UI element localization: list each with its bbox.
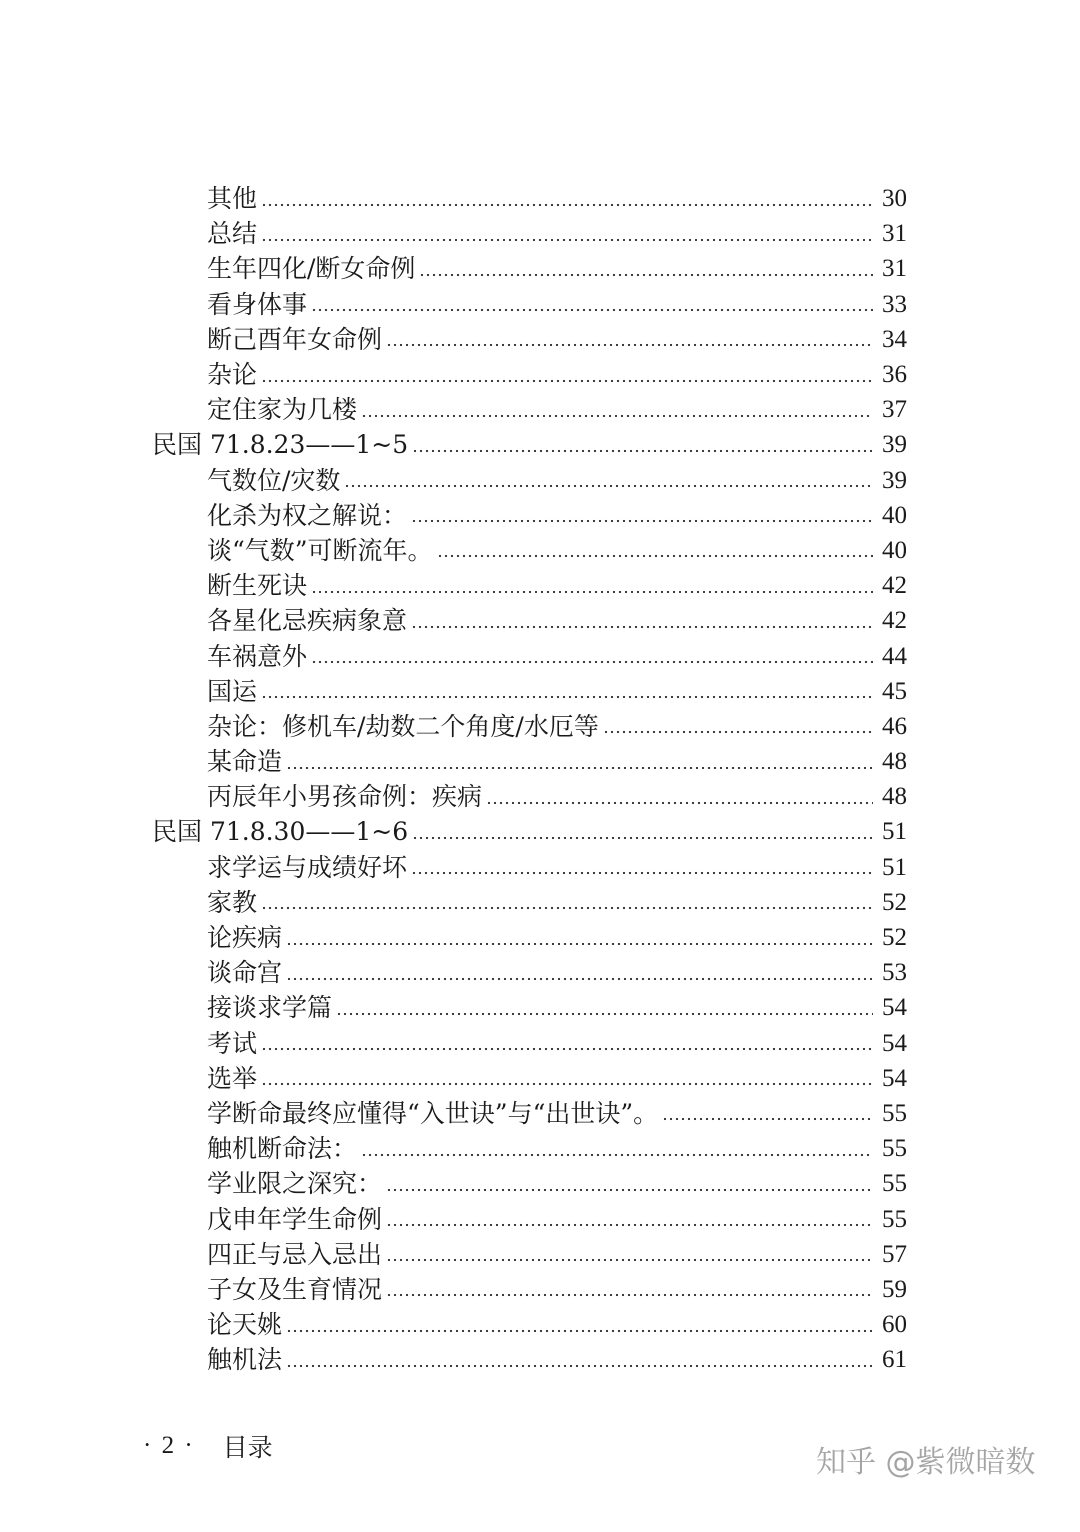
toc-entry-title: 戊申年学生命例 bbox=[207, 1204, 383, 1234]
page-number: · 2 · bbox=[143, 1432, 195, 1459]
toc-entry bbox=[0, 1026, 1080, 1061]
toc-entry-title: 化杀为权之解说： bbox=[207, 500, 408, 530]
toc-entry-page-number: 52 bbox=[882, 924, 907, 952]
toc-entry-page-number: 61 bbox=[882, 1346, 907, 1374]
toc-entry bbox=[0, 638, 1080, 673]
toc-entry-page-number: 40 bbox=[882, 536, 907, 564]
toc-entry-title: 家教 bbox=[207, 887, 258, 917]
toc-entry-title: 生年四化/断女命例 bbox=[207, 254, 416, 284]
dot-leader bbox=[261, 1079, 873, 1089]
toc-entry bbox=[0, 1061, 1080, 1096]
toc-entry bbox=[0, 744, 1080, 779]
toc-entry-title: 断生死诀 bbox=[207, 571, 308, 601]
dot-leader bbox=[361, 411, 873, 421]
dot-leader bbox=[311, 657, 873, 667]
toc-entry-page-number: 37 bbox=[882, 396, 907, 424]
toc-entry bbox=[0, 1237, 1080, 1272]
dot-leader bbox=[311, 587, 873, 597]
toc-entry-title: 各星化忌疾病象意 bbox=[207, 606, 408, 636]
toc-entry-title: 民国 71.8.23——1~5 bbox=[152, 430, 409, 460]
toc-entry bbox=[0, 463, 1080, 498]
toc-entry-title: 学业限之深究： bbox=[207, 1169, 383, 1199]
toc-entry-title: 触机断命法： bbox=[207, 1134, 358, 1164]
toc-entry-page-number: 55 bbox=[882, 1099, 907, 1127]
toc-entry-page-number: 54 bbox=[882, 1029, 907, 1057]
toc-entry bbox=[0, 533, 1080, 568]
toc-entry bbox=[0, 1096, 1080, 1131]
dot-leader bbox=[286, 939, 873, 949]
dot-leader bbox=[386, 1255, 873, 1265]
toc-entry-page-number: 55 bbox=[882, 1170, 907, 1198]
dot-leader bbox=[361, 1150, 873, 1160]
toc-entry bbox=[0, 674, 1080, 709]
toc-entry bbox=[0, 181, 1080, 216]
toc-entry bbox=[0, 990, 1080, 1025]
toc-entry-title: 杂论：修机车/劫数二个角度/水厄等 bbox=[207, 711, 599, 741]
toc-entry-page-number: 44 bbox=[882, 642, 907, 670]
toc-entry-page-number: 51 bbox=[882, 853, 907, 881]
dot-leader bbox=[261, 235, 873, 245]
toc-entry bbox=[0, 1166, 1080, 1201]
dot-leader bbox=[437, 551, 873, 561]
toc-entry bbox=[0, 1131, 1080, 1166]
dot-leader bbox=[486, 798, 873, 808]
toc-entry-title: 学断命最终应懂得“入世诀”与“出世诀”。 bbox=[207, 1098, 659, 1128]
toc-entry-title: 定住家为几楼 bbox=[207, 395, 358, 425]
toc-entry bbox=[0, 850, 1080, 885]
toc-entry-page-number: 40 bbox=[882, 501, 907, 529]
toc-entry bbox=[0, 392, 1080, 427]
toc-entry-title: 谈“气数”可断流年。 bbox=[207, 535, 433, 565]
dot-leader bbox=[419, 270, 873, 280]
toc-entry-page-number: 52 bbox=[882, 888, 907, 916]
dot-leader bbox=[411, 868, 873, 878]
toc-entry-page-number: 55 bbox=[882, 1135, 907, 1163]
dot-leader bbox=[286, 1361, 873, 1371]
dot-leader bbox=[412, 446, 873, 456]
toc-entry bbox=[0, 322, 1080, 357]
toc-entry bbox=[0, 216, 1080, 251]
toc-entry bbox=[0, 779, 1080, 814]
toc-entry bbox=[0, 955, 1080, 990]
toc-entry bbox=[0, 1307, 1080, 1342]
toc-entry bbox=[0, 568, 1080, 603]
toc-entry bbox=[0, 603, 1080, 638]
dot-leader bbox=[286, 974, 873, 984]
toc-entry-title: 求学运与成绩好坏 bbox=[207, 852, 408, 882]
dot-leader bbox=[411, 622, 873, 632]
dot-leader bbox=[662, 1114, 873, 1124]
dot-leader bbox=[261, 200, 873, 210]
toc-entry-page-number: 42 bbox=[882, 572, 907, 600]
toc-entry bbox=[0, 287, 1080, 322]
dot-leader bbox=[261, 903, 873, 913]
toc-entry-title: 子女及生育情况 bbox=[207, 1274, 383, 1304]
dot-leader bbox=[603, 727, 873, 737]
toc-entry bbox=[0, 814, 1080, 849]
toc-entry-page-number: 60 bbox=[882, 1311, 907, 1339]
toc-entry bbox=[0, 427, 1080, 462]
toc-entry-page-number: 31 bbox=[882, 255, 907, 283]
toc-entry bbox=[0, 1342, 1080, 1377]
dot-leader bbox=[261, 692, 873, 702]
dot-leader bbox=[386, 340, 873, 350]
toc-entry-title: 其他 bbox=[207, 184, 258, 214]
dot-leader bbox=[311, 305, 873, 315]
toc-entry-title: 总结 bbox=[207, 219, 258, 249]
toc-entry-page-number: 34 bbox=[882, 325, 907, 353]
table-of-contents bbox=[0, 181, 1080, 1377]
toc-entry-page-number: 33 bbox=[882, 290, 907, 318]
toc-entry-title: 论疾病 bbox=[207, 923, 283, 953]
dot-leader bbox=[286, 1326, 873, 1336]
toc-entry-title: 丙辰年小男孩命例：疾病 bbox=[207, 782, 483, 812]
toc-entry-title: 触机法 bbox=[207, 1345, 283, 1375]
dot-leader bbox=[386, 1220, 873, 1230]
toc-entry-page-number: 54 bbox=[882, 1064, 907, 1092]
toc-entry-page-number: 53 bbox=[882, 959, 907, 987]
toc-entry-page-number: 45 bbox=[882, 677, 907, 705]
toc-entry-page-number: 31 bbox=[882, 220, 907, 248]
toc-entry-title: 民国 71.8.30——1~6 bbox=[152, 817, 409, 847]
toc-entry-page-number: 59 bbox=[882, 1275, 907, 1303]
toc-entry bbox=[0, 885, 1080, 920]
toc-entry-page-number: 36 bbox=[882, 361, 907, 389]
dot-leader bbox=[386, 1185, 873, 1195]
toc-entry-title: 国运 bbox=[207, 676, 258, 706]
toc-entry bbox=[0, 709, 1080, 744]
toc-entry bbox=[0, 357, 1080, 392]
toc-entry-page-number: 48 bbox=[882, 783, 907, 811]
toc-entry bbox=[0, 1201, 1080, 1236]
toc-entry-title: 四正与忌入忌出 bbox=[207, 1239, 383, 1269]
dot-leader bbox=[286, 763, 873, 773]
toc-entry-title: 考试 bbox=[207, 1028, 258, 1058]
toc-entry bbox=[0, 1272, 1080, 1307]
toc-entry bbox=[0, 251, 1080, 286]
toc-entry-page-number: 46 bbox=[882, 712, 907, 740]
toc-entry-page-number: 55 bbox=[882, 1205, 907, 1233]
toc-entry-title: 杂论 bbox=[207, 360, 258, 390]
page-footer bbox=[143, 1428, 273, 1464]
dot-leader bbox=[386, 1290, 873, 1300]
toc-entry-title: 看身体事 bbox=[207, 289, 308, 319]
toc-entry-title: 车祸意外 bbox=[207, 641, 308, 671]
dot-leader bbox=[336, 1009, 873, 1019]
toc-entry-title: 谈命宫 bbox=[207, 958, 283, 988]
toc-entry-page-number: 42 bbox=[882, 607, 907, 635]
toc-entry bbox=[0, 498, 1080, 533]
toc-entry-page-number: 39 bbox=[882, 431, 907, 459]
toc-entry-page-number: 39 bbox=[882, 466, 907, 494]
dot-leader bbox=[261, 376, 873, 386]
toc-entry bbox=[0, 920, 1080, 955]
dot-leader bbox=[411, 516, 873, 526]
toc-entry-title: 接谈求学篇 bbox=[207, 993, 333, 1023]
toc-entry-title: 论天姚 bbox=[207, 1310, 283, 1340]
toc-entry-page-number: 54 bbox=[882, 994, 907, 1022]
watermark: 知乎 @紫微暗数 bbox=[816, 1445, 1036, 1480]
toc-entry-title: 选举 bbox=[207, 1063, 258, 1093]
dot-leader bbox=[344, 481, 873, 491]
toc-entry-page-number: 51 bbox=[882, 818, 907, 846]
toc-entry-title: 某命造 bbox=[207, 747, 283, 777]
toc-entry-title: 气数位/灾数 bbox=[207, 465, 341, 495]
footer-section-title: 目录 bbox=[222, 1433, 273, 1462]
toc-entry-page-number: 30 bbox=[882, 185, 907, 213]
toc-entry-title: 断己酉年女命例 bbox=[207, 324, 383, 354]
toc-entry-page-number: 48 bbox=[882, 748, 907, 776]
toc-entry-page-number: 57 bbox=[882, 1240, 907, 1268]
dot-leader bbox=[261, 1044, 873, 1054]
dot-leader bbox=[412, 833, 873, 843]
